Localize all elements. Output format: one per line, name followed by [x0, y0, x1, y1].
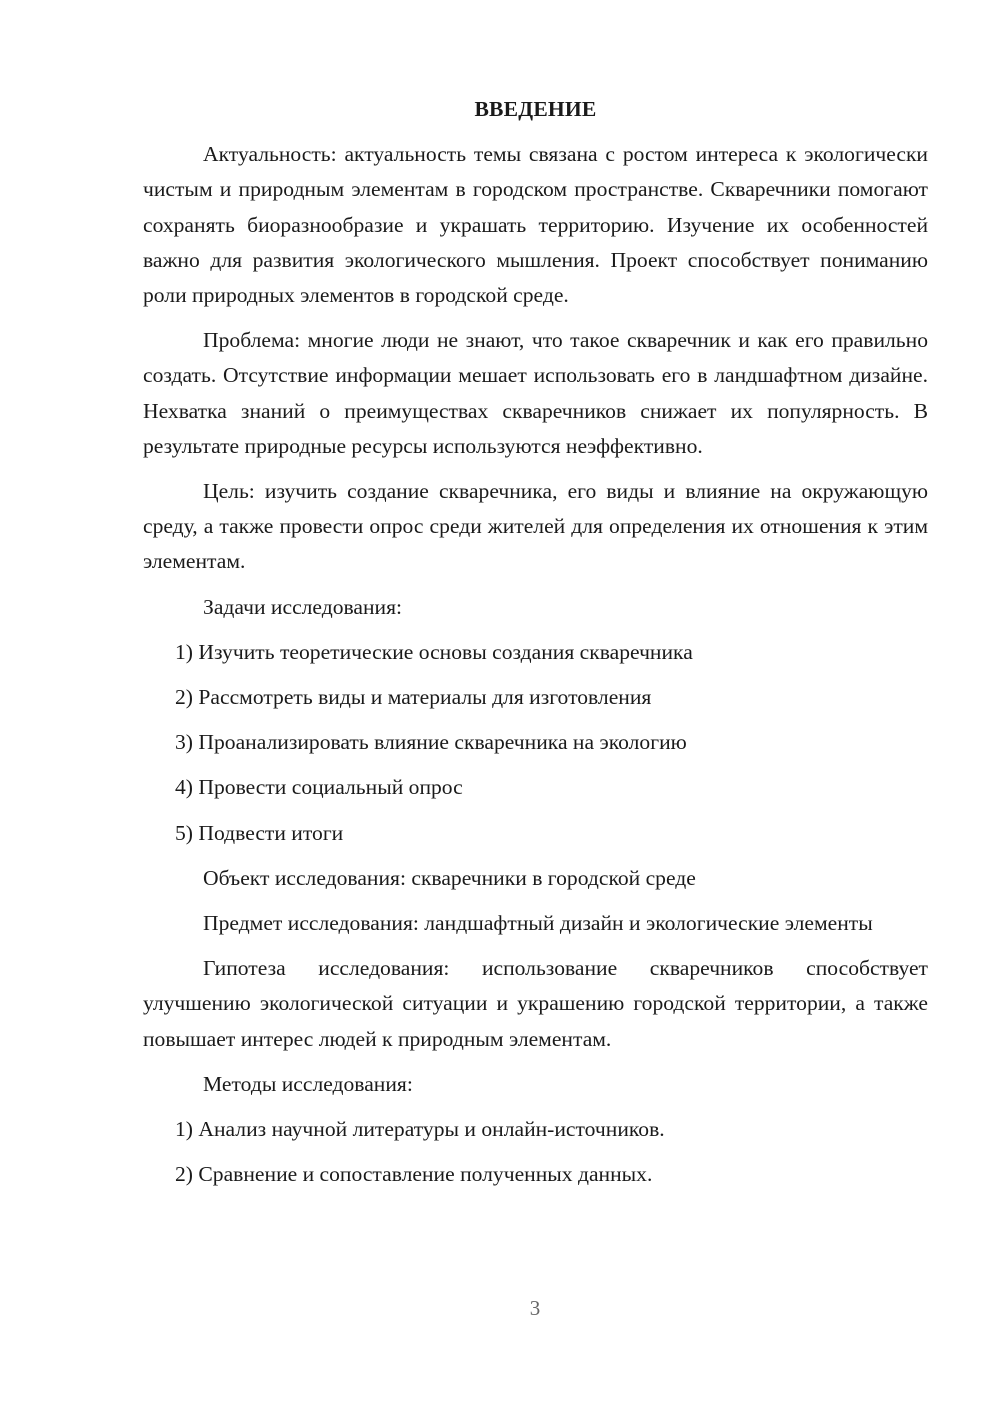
section-heading: ВВЕДЕНИЕ [474, 97, 597, 121]
hypothesis-paragraph: Гипотеза исследования: использование скваречников способствует улучшению экологической ситуации и украшению городской территории, а также повышает интерес людей к природным элементам. [143, 956, 928, 1051]
methods-heading: Методы исследования: [203, 1071, 413, 1096]
tasks-list [143, 635, 928, 851]
list-item: 2) Сравнение и сопоставление полученных данных. [175, 1162, 653, 1187]
subject-paragraph: Предмет исследования: ландшафтный дизайн и экологические элементы [203, 911, 873, 936]
object-paragraph: Объект исследования: скваречники в городской среде [203, 865, 696, 890]
document-page [143, 92, 928, 1202]
goal-paragraph: Цель: изучить создание скваречника, его виды и влияние на окружающую среду, а также провести опрос среди жителей для определения их отношения к этим элементам. [143, 479, 928, 574]
list-item: 5) Подвести итоги [175, 820, 344, 845]
page-number: 3 [529, 1296, 541, 1320]
tasks-heading: Задачи исследования: [203, 594, 403, 619]
problem-paragraph: Проблема: многие люди не знают, что такое скваречник и как его правильно создать. Отсутствие информации мешает использовать его в ландшафтном дизайне. Нехватка знаний о преимуществах скваречников снижает их популярность. В результате природные ресурсы используются неэффективно. [143, 328, 928, 458]
list-item: 1) Анализ научной литературы и онлайн-источников. [175, 1117, 665, 1142]
list-item: 1) Изучить теоретические основы создания скваречника [175, 639, 693, 664]
list-item: 3) Проанализировать влияние скваречника на экологию [175, 730, 687, 755]
list-item: 2) Рассмотреть виды и материалы для изготовления [175, 685, 652, 710]
relevance-paragraph: Актуальность: актуальность темы связана с ростом интереса к экологически чистым и природным элементам в городском пространстве. Скваречники помогают сохранять биоразнообразие и украшать территорию. Изучение их особенностей важно для развития экологического мышления. Проект способствует пониманию роли природных элементов в городской среде. [143, 142, 928, 308]
methods-list [143, 1112, 928, 1192]
list-item: 4) Провести социальный опрос [175, 775, 463, 800]
